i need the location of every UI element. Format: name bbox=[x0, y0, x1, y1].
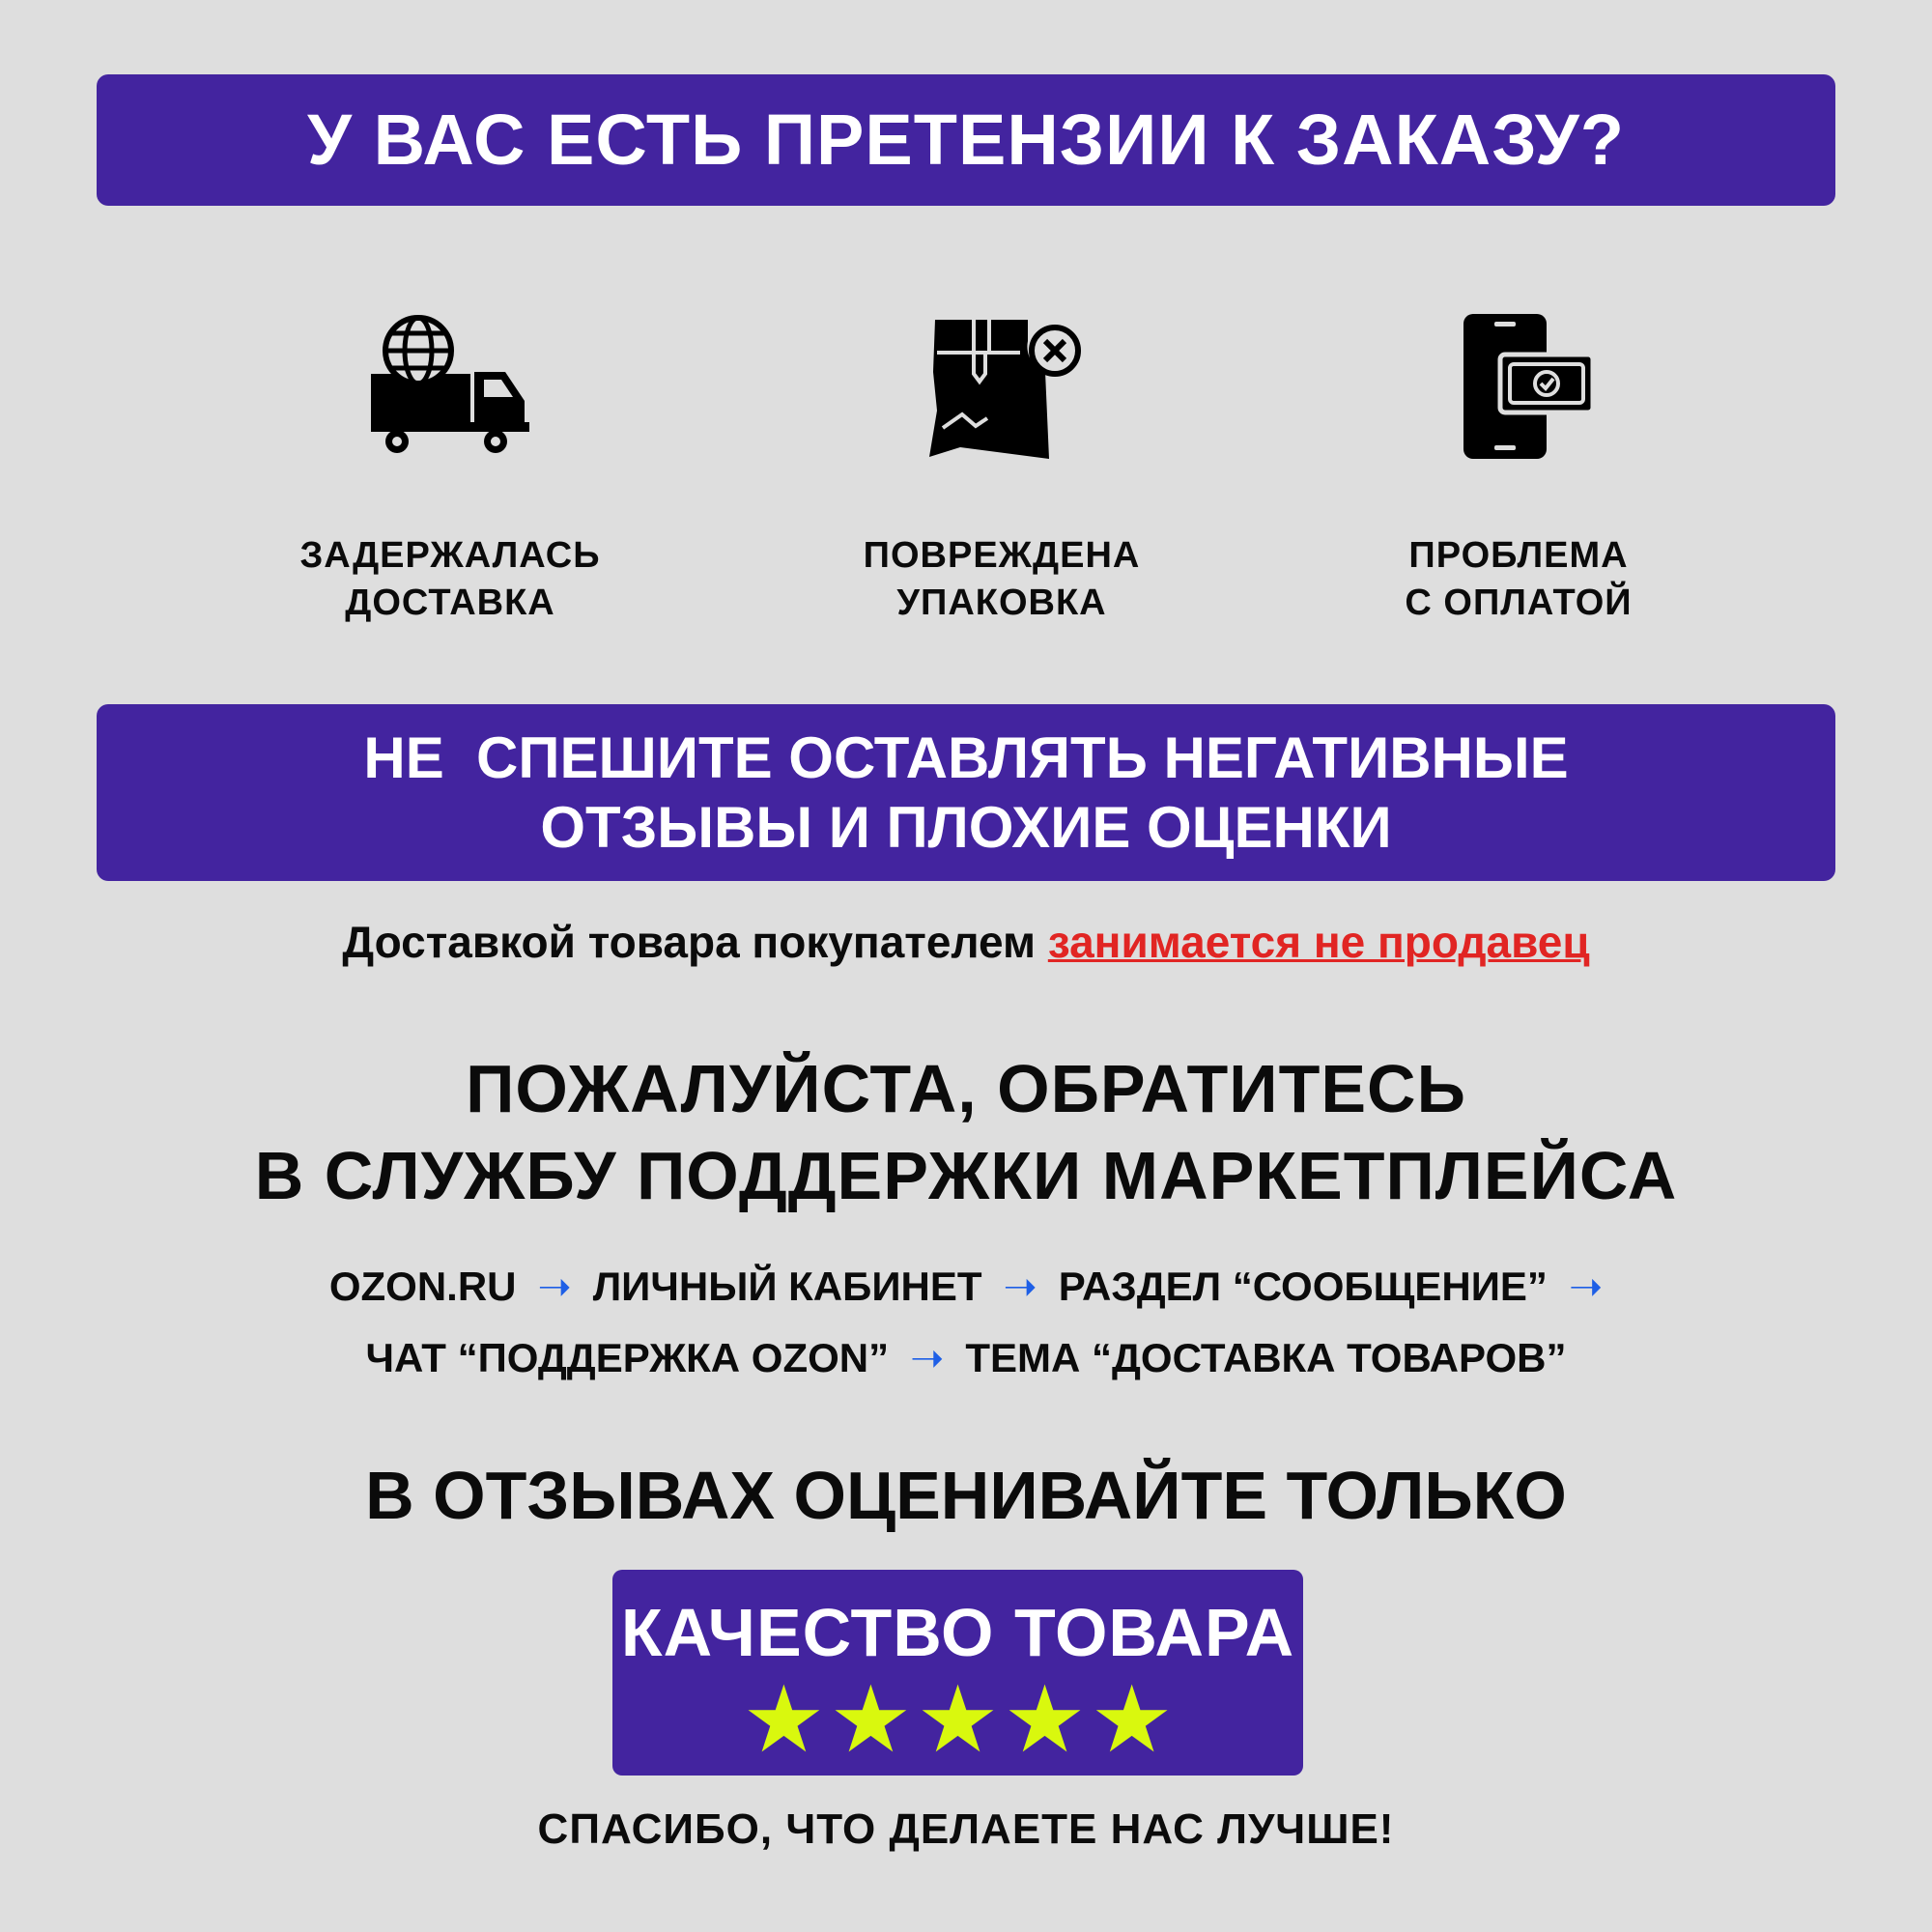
star-rating bbox=[612, 1668, 1303, 1772]
arrow-right-icon: ➝ bbox=[1003, 1264, 1037, 1309]
feature-payment-problem bbox=[1316, 314, 1721, 627]
feature-label-line2: ДОСТАВКА bbox=[345, 582, 555, 623]
feature-label-line2: УПАКОВКА bbox=[896, 582, 1107, 623]
truck-globe-icon bbox=[368, 314, 532, 459]
arrow-right-icon: ➝ bbox=[910, 1335, 945, 1380]
path-step-topic: ТЕМА “ДОСТАВКА ТОВАРОВ” bbox=[965, 1335, 1567, 1380]
support-path-line2 bbox=[0, 1322, 1932, 1394]
star-icon: ★ bbox=[1003, 1668, 1087, 1772]
arrow-right-icon: ➝ bbox=[1568, 1264, 1604, 1309]
arrow-right-icon: ➝ bbox=[537, 1264, 572, 1309]
seller-note-highlight: занимается не продавец bbox=[1047, 917, 1590, 967]
feature-label-line1: ПОВРЕЖДЕНА bbox=[863, 535, 1141, 576]
review-heading: В ОТЗЫВАХ ОЦЕНИВАЙТЕ ТОЛЬКО bbox=[365, 1458, 1567, 1533]
path-step-chat: ЧАТ “ПОДДЕРЖКА OZON” bbox=[365, 1335, 890, 1380]
path-step-account: ЛИЧНЫЙ КАБИНЕТ bbox=[592, 1264, 982, 1309]
path-step-messages: РАЗДЕЛ “СООБЩЕНИЕ” bbox=[1058, 1264, 1548, 1309]
path-step-ozon: OZON.RU bbox=[328, 1264, 517, 1309]
quality-badge bbox=[612, 1570, 1303, 1776]
contact-line1: ПОЖАЛУЙСТА, ОБРАТИТЕСЬ bbox=[466, 1051, 1466, 1126]
quality-title: КАЧЕСТВО ТОВАРА bbox=[620, 1595, 1295, 1670]
support-path-line1 bbox=[0, 1251, 1932, 1322]
feature-label-line1: ПРОБЛЕМА bbox=[1408, 535, 1629, 576]
warning-banner bbox=[97, 704, 1835, 881]
feature-damaged-package bbox=[799, 314, 1205, 627]
feature-delayed-delivery bbox=[247, 314, 653, 627]
seller-note bbox=[0, 916, 1932, 968]
feature-label-line1: ЗАДЕРЖАЛАСЬ bbox=[299, 535, 601, 576]
star-icon: ★ bbox=[916, 1668, 1000, 1772]
header-title: У ВАС ЕСТЬ ПРЕТЕНЗИИ К ЗАКАЗУ? bbox=[307, 99, 1625, 180]
phone-payment-icon bbox=[1436, 314, 1601, 459]
warning-line1: НЕ СПЕШИТЕ ОСТАВЛЯТЬ НЕГАТИВНЫЕ bbox=[363, 725, 1569, 790]
star-icon: ★ bbox=[829, 1668, 913, 1772]
star-icon: ★ bbox=[742, 1668, 826, 1772]
feature-label-line2: С ОПЛАТОЙ bbox=[1405, 582, 1633, 623]
warning-line2: ОТЗЫВЫ И ПЛОХИЕ ОЦЕНКИ bbox=[540, 795, 1392, 860]
contact-line2: В СЛУЖБУ ПОДДЕРЖКИ МАРКЕТПЛЕЙСА bbox=[254, 1138, 1678, 1213]
seller-note-text: Доставкой товара покупателем bbox=[342, 917, 1048, 967]
contact-heading bbox=[0, 1045, 1932, 1219]
header-banner bbox=[97, 74, 1835, 206]
star-icon: ★ bbox=[1090, 1668, 1174, 1772]
damaged-box-icon bbox=[920, 314, 1084, 459]
thanks-message: СПАСИБО, ЧТО ДЕЛАЕТЕ НАС ЛУЧШЕ! bbox=[537, 1805, 1395, 1853]
